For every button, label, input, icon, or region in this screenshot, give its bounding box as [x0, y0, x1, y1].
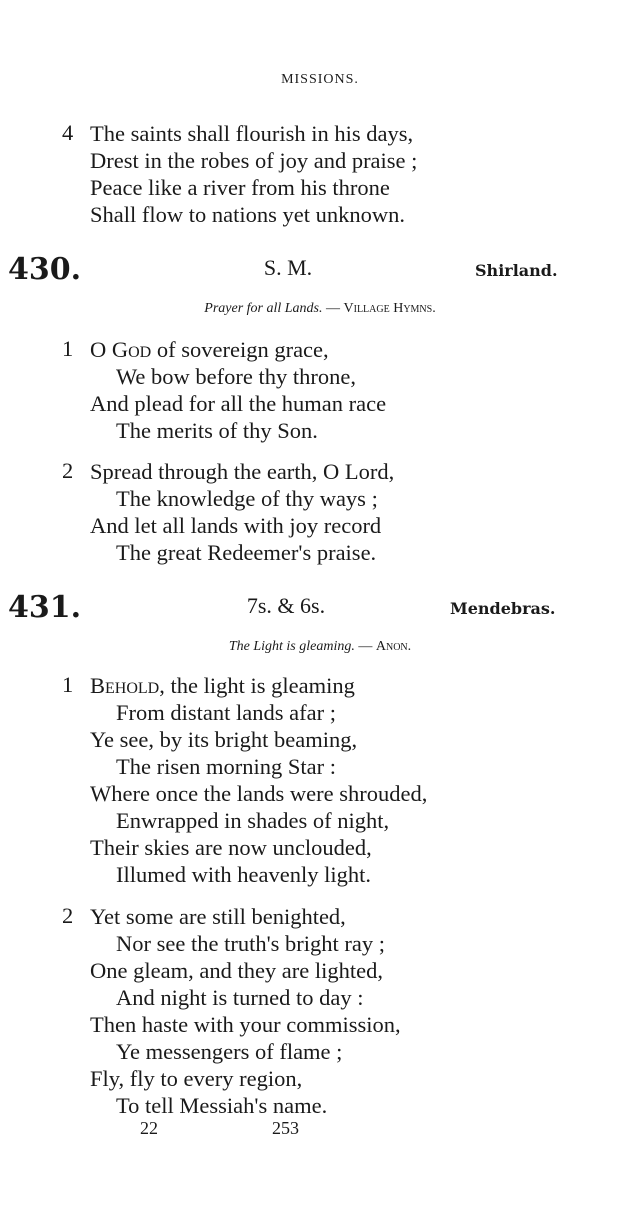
source-separator: —: [358, 639, 373, 654]
hymn-meter: S. M.: [263, 255, 313, 280]
stanza-number: 4: [62, 120, 74, 145]
verse-line: Peace like a river from his throne: [90, 175, 390, 200]
verse-line: Drest in the robes of joy and praise ;: [90, 148, 418, 173]
hymn-author: Anon.: [375, 639, 412, 654]
verse-line: And let all lands with joy record: [90, 513, 382, 538]
verse-line: Spread through the earth, O Lord,: [90, 459, 395, 484]
verse-line: Fly, fly to every region,: [90, 1066, 303, 1091]
hymn-title: Prayer for all Lands.: [204, 301, 323, 316]
first-line-rest: , the light is gleaming: [159, 673, 355, 698]
hymn-number: 430.: [8, 252, 82, 287]
verse-line: Their skies are now unclouded,: [90, 835, 372, 860]
verse-line: Ye see, by its bright beaming,: [90, 727, 358, 752]
hymn-source: [0, 301, 640, 317]
verse-line: Enwrapped in shades of night,: [116, 808, 390, 833]
hymn-author: Village Hymns.: [343, 301, 436, 316]
hymn-title: The Light is gleaming.: [228, 639, 355, 654]
verse-line: Yet some are still benighted,: [90, 904, 346, 929]
stanza-number: 2: [62, 458, 74, 483]
verse-line: To tell Messiah's name.: [116, 1093, 328, 1118]
verse-line: Nor see the truth's bright ray ;: [116, 931, 385, 956]
first-line-rest: of sovereign grace,: [151, 337, 329, 362]
stanza-number: 1: [62, 336, 74, 361]
verse-line: One gleam, and they are lighted,: [90, 958, 384, 983]
verse-line: The risen morning Star :: [116, 754, 336, 779]
verse-line: Then haste with your commission,: [90, 1012, 401, 1037]
source-separator: —: [326, 301, 340, 316]
first-word: Behold: [90, 673, 160, 698]
verse-line: Where once the lands were shrouded,: [90, 781, 428, 806]
stanza-number: 2: [62, 903, 74, 928]
verse-line: Illumed with heavenly light.: [116, 862, 371, 887]
tune-name: Mendebras.: [450, 599, 556, 618]
verse-line: The great Redeemer's praise.: [116, 540, 377, 565]
hymn-number: 431.: [8, 590, 82, 625]
hymn-meter: 7s. & 6s.: [246, 593, 326, 618]
stanza-number: 1: [62, 672, 74, 697]
first-word: O God: [90, 337, 152, 362]
signature-mark: 22: [140, 1118, 158, 1138]
verse-line: The merits of thy Son.: [116, 418, 318, 443]
verse-line: Shall flow to nations yet unknown.: [90, 202, 405, 227]
hymn-source: [0, 639, 640, 655]
verse-line: The saints shall flourish in his days,: [90, 121, 414, 146]
verse-line: From distant lands afar ;: [116, 700, 336, 725]
page-number: 253: [272, 1118, 299, 1138]
verse-line: Ye messengers of flame ;: [116, 1039, 343, 1064]
verse-line: We bow before thy throne,: [116, 364, 356, 389]
verse-line: And plead for all the human race: [90, 391, 387, 416]
verse-line: [90, 672, 355, 699]
verse-line: And night is turned to day :: [116, 985, 364, 1010]
verse-line: [90, 336, 329, 363]
running-header: MISSIONS.: [281, 72, 359, 87]
verse-line: The knowledge of thy ways ;: [116, 486, 378, 511]
tune-name: Shirland.: [475, 261, 558, 280]
